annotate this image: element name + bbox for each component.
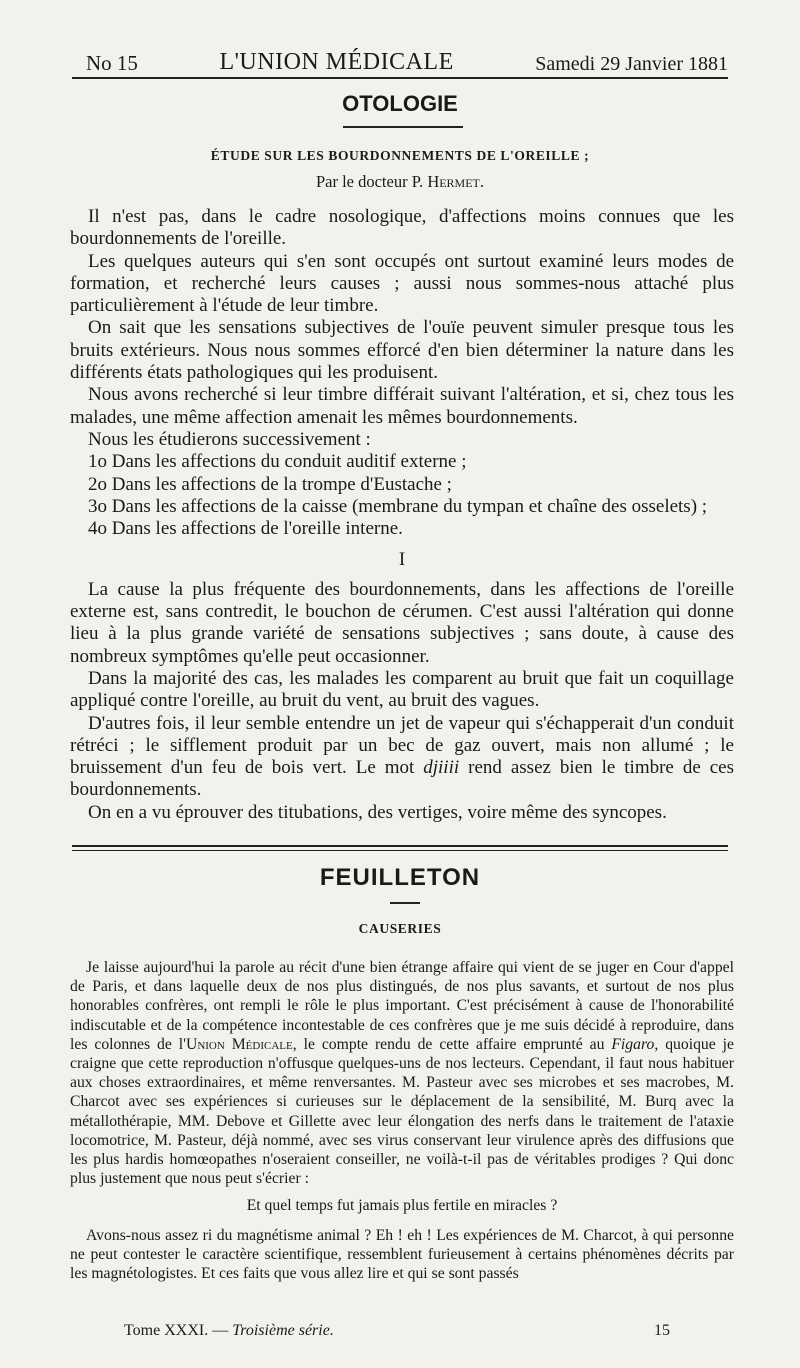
journal-name-smallcaps: Union Médicale <box>185 1035 293 1053</box>
list-item: 2o Dans les affections de la trompe d'Eustache ; <box>88 473 452 495</box>
article-paragraph: Il n'est pas, dans le cadre nosologique, d'affections moins connues que les bourdonnements de l'oreille. <box>70 206 734 250</box>
article-body <box>70 206 734 824</box>
list-item: 1o Dans les affections du conduit auditif externe ; <box>88 451 467 473</box>
journal-title: L'UNION MÉDICALE <box>219 49 454 75</box>
article-paragraph: La cause la plus fréquente des bourdonnements, dans les affections de l'oreille externe est, sans contredit, le bouchon de cérumen. C'est aussi l'altération qui donne lieu à la plus grande variété de sensations subjectives ; sans doute, à cause des nombreux symptômes qu'elle peut occasionner. <box>70 578 734 667</box>
list-item: 4o Dans les affections de l'oreille interne. <box>88 518 403 540</box>
italic-word: djiiii <box>423 757 460 779</box>
text-run: D'autres fois, il leur semble entendre un jet de vapeur qui s'échapperait d'un conduit rétréci ; le sifflement produit par un bec de gaz ouvert, mais non allumé ; le bruissement d'un feu de bois vert. Le mot <box>70 712 734 779</box>
text-run: Je laisse aujourd'hui la parole au récit d'une bien étrange affaire qui vient de se juger en Cour d'appel de Paris, et dans laquelle deux de nos plus distingués, de nos plus savants, et surtout de nos plus honorables confrères, ont rempli le rôle le plus important. C'est précisément à cause de l'honorabilité indiscutable et de la compétence incontestable de ces confrères que je me suis décidé à reproduire, dans les colonnes de l' <box>70 959 734 1053</box>
feuilleton-subtitle: CAUSERIES <box>358 921 442 936</box>
page-number: 15 <box>654 1322 670 1339</box>
section-divider <box>72 845 728 847</box>
text-run: , quoique je craigne que cette reproduction n'offusque quelques-uns de nos lecteurs. Cependant, il faut nous habituer aux choses extraordinaires, et même renversantes. M. Pasteur avec ses microbes et ses macrobes, M. Charcot avec ses expériences si curieuses sur le déplacement de la sensibilité, M. Burq avec la métallothérapie, MM. Debove et Gillette avec leur élongation des nerfs dans le traitement de l'ataxie locomotrice, M. Pasteur, déjà nommé, avec ses virus conservant leur virulence après des diffusions que les plus hardis homœopathes n'oseraient conseiller, ne voilà-t-il pas de véritables prodiges ? Qui donc plus justement que nous peut s'écrier : <box>70 1035 734 1188</box>
feuilleton-title: FEUILLETON <box>319 864 481 891</box>
byline-prefix: Par le docteur P. <box>315 172 428 191</box>
header-rule <box>72 77 728 79</box>
volume-info <box>124 1322 334 1340</box>
article-paragraph: Nous avons recherché si leur timbre différait suivant l'altération, et si, chez tous les malades, une même affection amenait les mêmes bourdonnements. <box>70 384 734 428</box>
feuilleton-paragraph: Avons-nous assez ri du magnétisme animal ? Eh ! eh ! Les expériences de M. Charcot, à qui personne ne peut contester le caractère scientifique, ressemblent furieusement à certains phénomènes décrits par les magnétologistes. Et ces faits que vous allez lire et qui se sont passés <box>70 1226 734 1283</box>
section-number: I <box>398 549 406 571</box>
text-run: rend assez bien le timbre de ces bourdonnements. <box>70 757 734 801</box>
text-run: , le compte rendu de cette affaire emprunté au <box>292 1035 612 1053</box>
tome-label: Tome XXXI. — <box>124 1322 233 1339</box>
article-title: ÉTUDE SUR LES BOURDONNEMENTS DE L'OREILLE ; <box>210 148 590 163</box>
page-footer <box>124 1322 670 1340</box>
byline <box>0 172 800 192</box>
running-head <box>86 40 728 76</box>
author-name: Hermet. <box>427 172 485 191</box>
series-label: Troisième série. <box>232 1322 334 1339</box>
article-paragraph: Nous les étudierons successivement : <box>88 428 371 450</box>
feuilleton-body <box>70 958 734 1283</box>
issue-date: Samedi 29 Janvier 1881 <box>535 53 728 75</box>
article-paragraph: Les quelques auteurs qui s'en sont occupés ont surtout examiné leurs modes de formation, et recherché leurs causes ; aussi nous sommes-nous attaché plus particulièrement à l'étude de leur timbre. <box>70 250 734 317</box>
issue-number: No 15 <box>86 51 138 75</box>
article-paragraph: On en a vu éprouver des titubations, des vertiges, voire même des syncopes. <box>88 801 667 823</box>
article-paragraph <box>70 713 734 802</box>
article-paragraph: Dans la majorité des cas, les malades les comparent au bruit que fait un coquillage appliqué contre l'oreille, au bruit du vent, au bruit des vagues. <box>70 667 734 712</box>
section-divider <box>72 850 728 851</box>
feuilleton-rule <box>390 902 420 904</box>
quotation: Et quel temps fut jamais plus fertile en miracles ? <box>246 1197 558 1215</box>
feuilleton-paragraph <box>70 958 734 1188</box>
article-paragraph: On sait que les sensations subjectives de l'ouïe peuvent simuler presque tous les bruits extérieurs. Nous nous sommes efforcé d'en bien déterminer la nature dans les différents états pathologiques qui les produisent. <box>70 317 734 384</box>
section-title: OTOLOGIE <box>342 91 458 116</box>
section-title-rule <box>343 126 463 128</box>
italic-word: Figaro <box>611 1035 655 1053</box>
list-item: 3o Dans les affections de la caisse (membrane du tympan et chaîne des osselets) ; <box>88 495 708 517</box>
